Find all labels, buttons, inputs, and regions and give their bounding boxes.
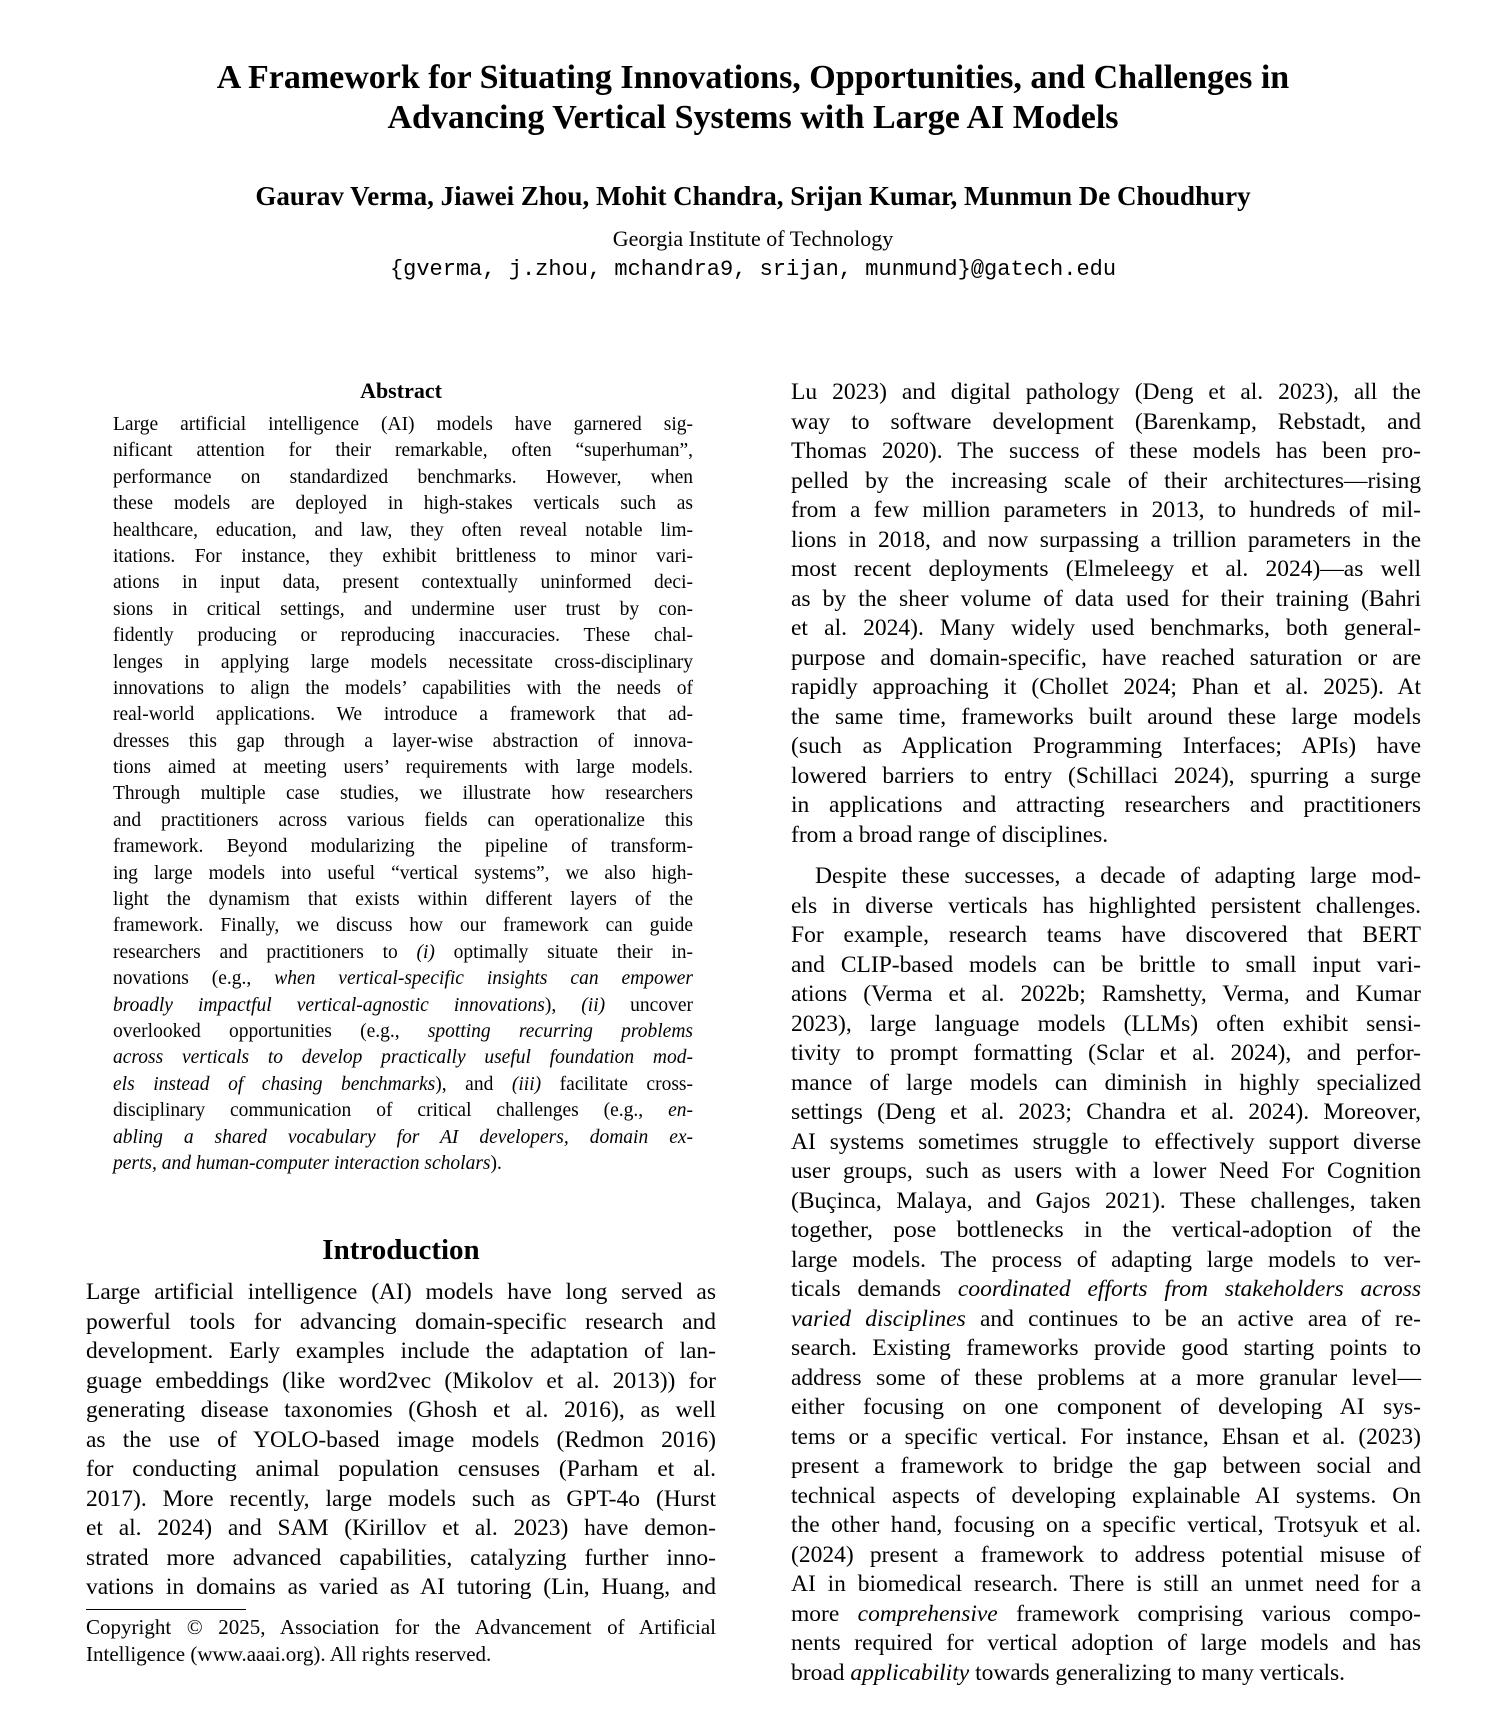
abstract-line: Large artificial intelligence (AI) models have garnered sig- <box>113 414 693 435</box>
intro-line: AI in biomedical research. There is still an unmet need for a <box>791 1571 1421 1597</box>
intro-line: generating disease taxonomies (Ghosh et al. 2016), as well <box>86 1397 716 1423</box>
intro-line: (2024) present a framework to address potential misuse of <box>791 1541 1421 1568</box>
abstract-line: nificant attention for their remarkable, often “superhuman”, <box>113 440 693 462</box>
intro-line: for conducting animal population censuses (Parham et al. <box>86 1456 716 1482</box>
intro-line: from a few million parameters in 2013, to hundreds of mil- <box>791 497 1421 523</box>
footnote-rule <box>86 1609 246 1610</box>
intro-line: purpose and domain-specific, have reached saturation or are <box>791 644 1421 671</box>
intro-line: pelled by the increasing scale of their architectures—rising <box>791 467 1421 494</box>
author-list: Gaurav Verma, Jiawei Zhou, Mohit Chandra, Srijan Kumar, Munmun De Choudhury <box>255 181 1251 211</box>
intro-line: rapidly approaching it (Chollet 2024; Phan et al. 2025). At <box>791 674 1421 700</box>
intro-line: way to software development (Barenkamp, Rebstadt, and <box>791 408 1421 435</box>
introduction-right-column <box>791 378 1421 1688</box>
intro-line: Thomas 2020). The success of these models has been pro- <box>791 438 1421 464</box>
intro-line: ations (Verma et al. 2022b; Ramshetty, Verma, and Kumar <box>791 981 1421 1007</box>
abstract-line: healthcare, education, and law, they often reveal notable lim- <box>113 519 693 541</box>
intro-line: large models. The process of adapting large models to ver- <box>791 1246 1421 1273</box>
intro-line: (Buçinca, Malaya, and Gajos 2021). These challenges, taken <box>791 1187 1421 1214</box>
abstract-line: dresses this gap through a layer-wise abstraction of innova- <box>113 730 693 752</box>
abstract-line: overlooked opportunities (e.g., spotting recurring problems <box>113 1020 693 1042</box>
intro-line: the same time, frameworks built around these large models <box>791 703 1421 730</box>
abstract-line: framework. Finally, we discuss how our framework can guide <box>113 915 693 937</box>
intro-line: 2023), large language models (LLMs) often exhibit sensi- <box>791 1010 1421 1037</box>
paper-title <box>0 58 1506 138</box>
intro-line: AI systems sometimes struggle to effectively support diverse <box>791 1128 1421 1155</box>
intro-line: et al. 2024). Many widely used benchmarks, both general- <box>791 615 1421 641</box>
intro-line: broad applicability towards generalizing to many verticals. <box>791 1659 1346 1686</box>
intro-line: mance of large models can diminish in highly specialized <box>791 1069 1421 1096</box>
abstract-line: real-world applications. We introduce a framework that ad- <box>113 704 693 726</box>
abstract-line: broadly impactful vertical-agnostic innovations), (ii) uncover <box>113 994 693 1016</box>
title-line-1: A Framework for Situating Innovations, Opportunities, and Challenges in <box>216 59 1290 96</box>
abstract-line: sions in critical settings, and undermine user trust by con- <box>113 598 693 620</box>
abstract-line: ing large models into useful “vertical systems”, we also high- <box>113 862 693 884</box>
intro-line: powerful tools for advancing domain-specific research and <box>86 1308 716 1335</box>
intro-line: 2017). More recently, large models such as GPT-4o (Hurst <box>86 1485 716 1512</box>
intro-line: ticals demands coordinated efforts from stakeholders across <box>791 1276 1421 1302</box>
introduction-heading: Introduction <box>322 1234 480 1266</box>
intro-line: user groups, such as users with a lower Need For Cognition <box>791 1158 1421 1184</box>
intro-line: technical aspects of developing explainable AI systems. On <box>791 1482 1421 1509</box>
intro-line: search. Existing frameworks provide good starting points to <box>791 1335 1421 1361</box>
footnote-line: Intelligence (www.aaai.org). All rights reserved. <box>86 1642 492 1666</box>
intro-line: strated more advanced capabilities, catalyzing further inno- <box>86 1544 716 1571</box>
intro-line: and CLIP-based models can be brittle to small input vari- <box>791 951 1421 978</box>
abstract-line: disciplinary communication of critical challenges (e.g., en- <box>113 1100 693 1122</box>
intro-line: vations in domains as varied as AI tutoring (Lin, Huang, and <box>86 1574 716 1600</box>
abstract-line: fidently producing or reproducing inaccuracies. These chal- <box>113 625 693 647</box>
abstract-line: these models are deployed in high-stakes verticals such as <box>113 493 693 515</box>
intro-line: as by the sheer volume of data used for their training (Bahri <box>791 585 1421 612</box>
intro-line: et al. 2024) and SAM (Kirillov et al. 2023) have demon- <box>86 1515 716 1541</box>
intro-line: Large artificial intelligence (AI) models have long served as <box>86 1279 716 1305</box>
intro-line: present a framework to bridge the gap between social and <box>791 1453 1421 1479</box>
intro-line: For example, research teams have discovered that BERT <box>791 922 1421 948</box>
abstract-line: across verticals to develop practically useful foundation mod- <box>113 1047 693 1069</box>
intro-line: either focusing on one component of developing AI sys- <box>791 1394 1421 1420</box>
abstract-line: els instead of chasing benchmarks), and (iii) facilitate cross- <box>113 1073 693 1095</box>
abstract-line: ations in input data, present contextually uninformed deci- <box>113 572 693 594</box>
abstract-line: framework. Beyond modularizing the pipeline of transform- <box>113 836 693 858</box>
abstract-line: performance on standardized benchmarks. However, when <box>113 466 693 488</box>
intro-line: lowered barriers to entry (Schillaci 2024), spurring a surge <box>791 762 1421 789</box>
intro-line: in applications and attracting researchers and practitioners <box>791 792 1421 818</box>
intro-line: settings (Deng et al. 2023; Chandra et al. 2024). Moreover, <box>791 1099 1421 1125</box>
intro-line: Despite these successes, a decade of adapting large mod- <box>815 863 1421 889</box>
intro-line: more comprehensive framework comprising various compo- <box>791 1600 1421 1627</box>
intro-line: els in diverse verticals has highlighted persistent challenges. <box>791 892 1421 919</box>
intro-line: development. Early examples include the adaptation of lan- <box>86 1338 716 1364</box>
abstract-line: itations. For instance, they exhibit brittleness to minor vari- <box>113 545 693 567</box>
abstract-body <box>113 412 693 1177</box>
intro-line: most recent deployments (Elmeleegy et al. 2024)—as well <box>791 556 1421 582</box>
intro-line: together, pose bottlenecks in the vertical-adoption of the <box>791 1217 1421 1243</box>
intro-line: from a broad range of disciplines. <box>791 821 1109 848</box>
intro-line: lions in 2018, and now surpassing a trillion parameters in the <box>791 526 1421 553</box>
abstract-heading: Abstract <box>360 378 442 403</box>
intro-line: tems or a specific vertical. For instance, Ehsan et al. (2023) <box>791 1423 1421 1450</box>
abstract-line: Through multiple case studies, we illustrate how researchers <box>113 783 693 805</box>
intro-line: nents required for vertical adoption of large models and has <box>791 1630 1421 1656</box>
introduction-left-column <box>86 1278 716 1603</box>
abstract-line: and practitioners across various fields can operationalize this <box>113 809 693 831</box>
paragraph-gap <box>791 850 1421 862</box>
abstract-line: researchers and practitioners to (i) optimally situate their in- <box>113 941 694 963</box>
intro-line: Lu 2023) and digital pathology (Deng et al. 2023), all the <box>791 379 1421 405</box>
intro-line: tivity to prompt formatting (Sclar et al. 2024), and perfor- <box>791 1040 1421 1066</box>
intro-line: guage embeddings (like word2vec (Mikolov et al. 2013)) for <box>86 1367 716 1394</box>
intro-line: address some of these problems at a more granular level— <box>791 1364 1421 1391</box>
abstract-line: light the dynamism that exists within different layers of the <box>113 889 693 911</box>
copyright-footnote <box>86 1614 716 1668</box>
abstract-line: perts, and human-computer interaction scholars). <box>113 1152 502 1174</box>
abstract-line: novations (e.g., when vertical-specific insights can empower <box>113 968 693 990</box>
title-line-2: Advancing Vertical Systems with Large AI Models <box>387 99 1119 136</box>
intro-line: as the use of YOLO-based image models (Redmon 2016) <box>86 1426 716 1453</box>
intro-line: (such as Application Programming Interfaces; APIs) have <box>791 733 1421 759</box>
intro-line: the other hand, focusing on a specific vertical, Trotsyuk et al. <box>791 1512 1421 1538</box>
intro-line: varied disciplines and continues to be an active area of re- <box>791 1305 1421 1332</box>
abstract-line: innovations to align the models’ capabilities with the needs of <box>113 677 693 699</box>
abstract-line: abling a shared vocabulary for AI developers, domain ex- <box>113 1126 693 1148</box>
author-emails: {gverma, j.zhou, mchandra9, srijan, munmund}@gatech.edu <box>389 257 1117 282</box>
footnote-line: Copyright © 2025, Association for the Advancement of Artificial <box>86 1615 716 1639</box>
abstract-line: lenges in applying large models necessitate cross-disciplinary <box>113 651 693 673</box>
abstract-line: tions aimed at meeting users’ requirements with large models. <box>113 757 693 779</box>
affiliation: Georgia Institute of Technology <box>612 226 894 251</box>
